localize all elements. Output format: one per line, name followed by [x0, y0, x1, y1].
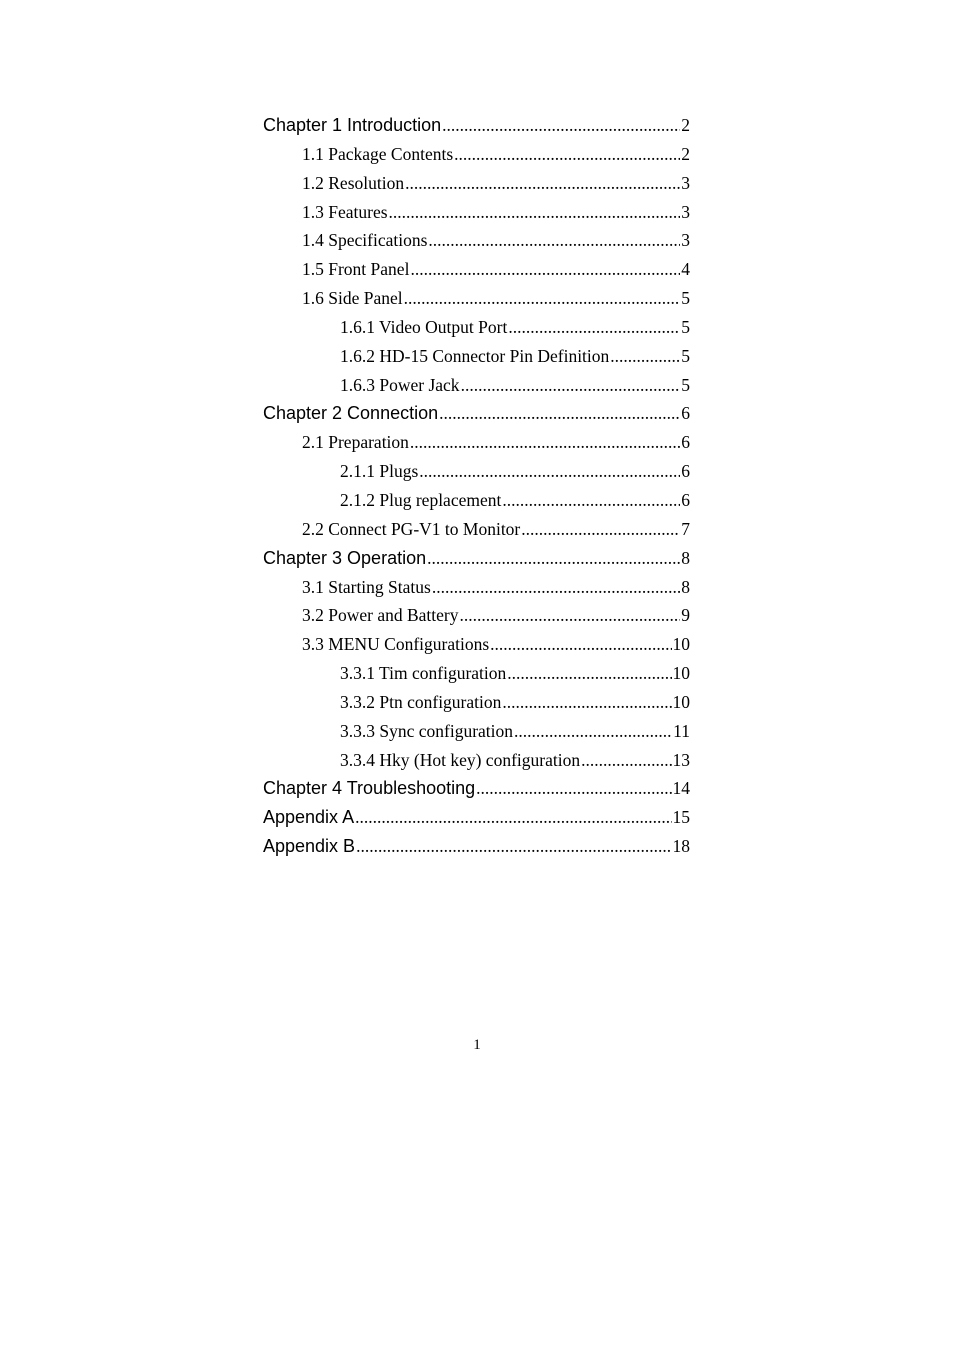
toc-entry-2-1-1[interactable] — [263, 461, 690, 490]
dot-leader — [508, 317, 680, 338]
toc-entry-title: 1.3 Features — [302, 201, 388, 222]
toc-entry-1-6[interactable] — [263, 288, 690, 317]
dot-leader — [514, 721, 672, 742]
toc-entry-page: 5 — [681, 374, 690, 395]
toc-entry-page: 15 — [672, 807, 690, 828]
dot-leader — [428, 230, 680, 251]
toc-entry-1-2[interactable] — [263, 173, 690, 202]
toc-entry-page: 8 — [681, 547, 690, 568]
toc-entry-appendix-a[interactable] — [263, 807, 690, 836]
toc-entry-page: 18 — [672, 836, 690, 857]
toc-entry-title: 1.5 Front Panel — [302, 259, 410, 280]
toc-entry-title: Appendix A — [263, 807, 355, 828]
dot-leader — [460, 605, 681, 626]
toc-entry-title: 1.6 Side Panel — [302, 288, 403, 309]
toc-entry-1-1[interactable] — [263, 144, 690, 173]
toc-entry-title: 2.1 Preparation — [302, 432, 409, 453]
table-of-contents — [263, 115, 690, 865]
toc-entry-page: 2 — [681, 115, 690, 135]
dot-leader — [432, 577, 680, 598]
toc-entry-title: 3.3.1 Tim configuration — [340, 663, 507, 684]
toc-entry-page: 10 — [672, 663, 690, 684]
toc-entry-1-6-1[interactable] — [263, 317, 690, 346]
toc-entry-page: 14 — [672, 778, 690, 799]
dot-leader — [442, 115, 680, 136]
toc-entry-chapter-1[interactable] — [263, 115, 690, 144]
toc-entry-page: 5 — [681, 345, 690, 366]
toc-entry-chapter-2[interactable] — [263, 403, 690, 432]
toc-entry-title: 3.2 Power and Battery — [302, 605, 459, 626]
dot-leader — [405, 173, 680, 194]
toc-entry-page: 3 — [681, 230, 690, 251]
toc-entry-3-2[interactable] — [263, 605, 690, 634]
dot-leader — [507, 663, 671, 684]
toc-entry-2-1[interactable] — [263, 432, 690, 461]
toc-entry-page: 6 — [681, 489, 690, 510]
toc-entry-page: 5 — [681, 316, 690, 337]
toc-entry-3-3-2[interactable] — [263, 692, 690, 721]
toc-entry-page: 3 — [681, 201, 690, 222]
toc-entry-3-3-3[interactable] — [263, 721, 690, 750]
toc-entry-3-3[interactable] — [263, 634, 690, 663]
toc-entry-title: Chapter 3 Operation — [263, 547, 427, 568]
toc-entry-chapter-3[interactable] — [263, 548, 690, 577]
dot-leader — [410, 432, 680, 453]
toc-entry-title: 2.2 Connect PG-V1 to Monitor — [302, 518, 521, 539]
toc-entry-title: 3.3.2 Ptn configuration — [340, 691, 502, 712]
toc-entry-1-6-3[interactable] — [263, 375, 690, 404]
toc-entry-1-3[interactable] — [263, 202, 690, 231]
dot-leader — [454, 144, 680, 165]
dot-leader — [355, 807, 671, 828]
dot-leader — [419, 461, 680, 482]
dot-leader — [610, 346, 680, 367]
toc-entry-title: 1.6.3 Power Jack — [340, 374, 460, 395]
toc-entry-page: 10 — [672, 691, 690, 712]
toc-entry-title: 1.2 Resolution — [302, 172, 405, 193]
toc-entry-title: 1.6.1 Video Output Port — [340, 316, 508, 337]
dot-leader — [502, 490, 680, 511]
toc-entry-chapter-4[interactable] — [263, 778, 690, 807]
toc-entry-page: 7 — [681, 518, 690, 539]
toc-entry-1-6-2[interactable] — [263, 346, 690, 375]
toc-entry-page: 13 — [672, 749, 690, 770]
toc-entry-title: 1.1 Package Contents — [302, 143, 454, 164]
toc-entry-page: 6 — [681, 432, 690, 453]
dot-leader — [521, 519, 680, 540]
toc-entry-3-1[interactable] — [263, 577, 690, 606]
toc-entry-1-5[interactable] — [263, 259, 690, 288]
page-number: 1 — [473, 1037, 481, 1053]
toc-entry-2-2[interactable] — [263, 519, 690, 548]
toc-entry-title: 1.6.2 HD-15 Connector Pin Definition — [340, 345, 610, 366]
dot-leader — [404, 288, 681, 309]
dot-leader — [410, 259, 680, 280]
toc-entry-page: 9 — [681, 605, 690, 626]
toc-entry-title: Chapter 2 Connection — [263, 403, 439, 424]
toc-entry-2-1-2[interactable] — [263, 490, 690, 519]
dot-leader — [439, 403, 680, 424]
toc-entry-page: 6 — [681, 461, 690, 482]
toc-entry-page: 5 — [681, 288, 690, 309]
toc-entry-page: 6 — [681, 403, 690, 424]
toc-entry-page: 8 — [681, 576, 690, 597]
toc-entry-appendix-b[interactable] — [263, 836, 690, 865]
toc-entry-page: 4 — [681, 259, 690, 280]
toc-entry-title: 2.1.2 Plug replacement — [340, 489, 502, 510]
dot-leader — [490, 634, 671, 655]
toc-entry-title: 3.3.4 Hky (Hot key) configuration — [340, 749, 581, 770]
toc-entry-page: 2 — [681, 143, 690, 164]
toc-entry-title: 1.4 Specifications — [302, 230, 428, 251]
dot-leader — [461, 375, 681, 396]
toc-entry-3-3-1[interactable] — [263, 663, 690, 692]
dot-leader — [581, 750, 671, 771]
dot-leader — [476, 778, 671, 799]
toc-entry-page: 3 — [681, 172, 690, 193]
toc-entry-page: 10 — [672, 634, 690, 655]
toc-entry-title: 2.1.1 Plugs — [340, 461, 419, 482]
toc-entry-title: 3.1 Starting Status — [302, 576, 431, 597]
dot-leader — [389, 202, 681, 223]
toc-entry-3-3-4[interactable] — [263, 750, 690, 779]
dot-leader — [356, 836, 671, 857]
dot-leader — [427, 548, 680, 569]
toc-entry-title: Appendix B — [263, 836, 356, 857]
toc-entry-title: 3.3 MENU Configurations — [302, 634, 490, 655]
toc-entry-title: 3.3.3 Sync configuration — [340, 720, 514, 741]
toc-entry-1-4[interactable] — [263, 230, 690, 259]
dot-leader — [502, 692, 671, 713]
toc-entry-title: Chapter 4 Troubleshooting — [263, 778, 476, 799]
toc-entry-page: 11 — [673, 720, 690, 741]
toc-entry-title: Chapter 1 Introduction — [263, 115, 442, 135]
